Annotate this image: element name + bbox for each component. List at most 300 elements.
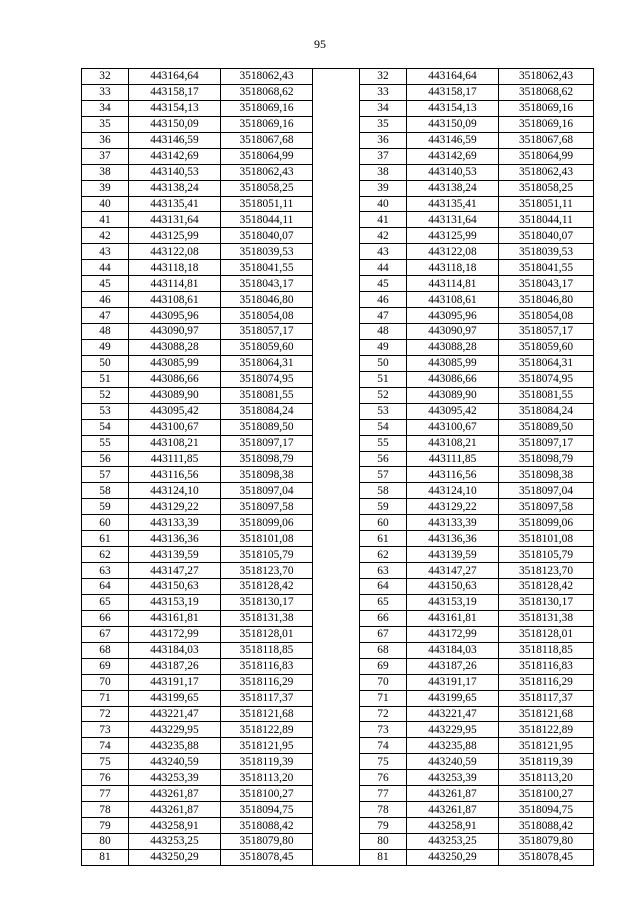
left-y-coordinate-cell: 3518046,80 [221, 292, 313, 308]
left-y-coordinate-cell: 3518058,25 [221, 180, 313, 196]
right-point-number-cell: 35 [360, 116, 407, 132]
table-row [82, 818, 594, 834]
column-separator [313, 180, 360, 196]
table-row [82, 483, 594, 499]
left-point-number-cell: 81 [82, 849, 129, 865]
column-separator [313, 196, 360, 212]
left-y-coordinate-cell: 3518040,07 [221, 228, 313, 244]
right-x-coordinate-cell: 443147,27 [407, 563, 499, 579]
right-x-coordinate-cell: 443150,63 [407, 579, 499, 595]
right-point-number-cell: 34 [360, 100, 407, 116]
left-y-coordinate-cell: 3518121,68 [221, 706, 313, 722]
right-y-coordinate-cell: 3518121,95 [499, 738, 594, 754]
left-x-coordinate-cell: 443116,56 [129, 467, 221, 483]
table-row [82, 148, 594, 164]
left-point-number-cell: 42 [82, 228, 129, 244]
left-y-coordinate-cell: 3518064,31 [221, 355, 313, 371]
left-point-number-cell: 59 [82, 499, 129, 515]
left-x-coordinate-cell: 443129,22 [129, 499, 221, 515]
left-y-coordinate-cell: 3518069,16 [221, 116, 313, 132]
right-y-coordinate-cell: 3518074,95 [499, 371, 594, 387]
left-x-coordinate-cell: 443108,21 [129, 435, 221, 451]
left-y-coordinate-cell: 3518128,42 [221, 579, 313, 595]
left-point-number-cell: 79 [82, 818, 129, 834]
right-x-coordinate-cell: 443118,18 [407, 260, 499, 276]
column-separator [313, 610, 360, 626]
left-x-coordinate-cell: 443161,81 [129, 610, 221, 626]
column-separator [313, 403, 360, 419]
column-separator [313, 467, 360, 483]
table-row [82, 610, 594, 626]
right-point-number-cell: 37 [360, 148, 407, 164]
left-y-coordinate-cell: 3518057,17 [221, 324, 313, 340]
left-point-number-cell: 53 [82, 403, 129, 419]
right-point-number-cell: 69 [360, 658, 407, 674]
right-y-coordinate-cell: 3518039,53 [499, 244, 594, 260]
table-row [82, 563, 594, 579]
column-separator [313, 244, 360, 260]
right-x-coordinate-cell: 443253,25 [407, 834, 499, 850]
table-row [82, 770, 594, 786]
right-y-coordinate-cell: 3518058,25 [499, 180, 594, 196]
left-x-coordinate-cell: 443124,10 [129, 483, 221, 499]
left-y-coordinate-cell: 3518062,43 [221, 164, 313, 180]
column-separator [313, 818, 360, 834]
right-point-number-cell: 42 [360, 228, 407, 244]
left-point-number-cell: 50 [82, 355, 129, 371]
right-y-coordinate-cell: 3518041,55 [499, 260, 594, 276]
left-x-coordinate-cell: 443199,65 [129, 690, 221, 706]
left-y-coordinate-cell: 3518098,38 [221, 467, 313, 483]
left-y-coordinate-cell: 3518121,95 [221, 738, 313, 754]
table-row [82, 419, 594, 435]
left-x-coordinate-cell: 443086,66 [129, 371, 221, 387]
column-separator [313, 84, 360, 100]
right-y-coordinate-cell: 3518054,08 [499, 308, 594, 324]
left-y-coordinate-cell: 3518097,04 [221, 483, 313, 499]
table-row [82, 276, 594, 292]
left-x-coordinate-cell: 443187,26 [129, 658, 221, 674]
left-y-coordinate-cell: 3518089,50 [221, 419, 313, 435]
right-point-number-cell: 75 [360, 754, 407, 770]
right-point-number-cell: 53 [360, 403, 407, 419]
left-point-number-cell: 40 [82, 196, 129, 212]
left-point-number-cell: 63 [82, 563, 129, 579]
table-row [82, 228, 594, 244]
right-y-coordinate-cell: 3518101,08 [499, 531, 594, 547]
right-y-coordinate-cell: 3518097,17 [499, 435, 594, 451]
column-separator [313, 148, 360, 164]
right-y-coordinate-cell: 3518121,68 [499, 706, 594, 722]
column-separator [313, 626, 360, 642]
right-x-coordinate-cell: 443229,95 [407, 722, 499, 738]
column-separator [313, 834, 360, 850]
column-separator [313, 690, 360, 706]
right-y-coordinate-cell: 3518081,55 [499, 387, 594, 403]
left-y-coordinate-cell: 3518097,17 [221, 435, 313, 451]
right-x-coordinate-cell: 443086,66 [407, 371, 499, 387]
left-y-coordinate-cell: 3518117,37 [221, 690, 313, 706]
right-x-coordinate-cell: 443095,96 [407, 308, 499, 324]
left-y-coordinate-cell: 3518081,55 [221, 387, 313, 403]
right-y-coordinate-cell: 3518099,06 [499, 515, 594, 531]
right-x-coordinate-cell: 443253,39 [407, 770, 499, 786]
left-x-coordinate-cell: 443122,08 [129, 244, 221, 260]
table-row [82, 642, 594, 658]
right-point-number-cell: 55 [360, 435, 407, 451]
left-x-coordinate-cell: 443240,59 [129, 754, 221, 770]
left-y-coordinate-cell: 3518101,08 [221, 531, 313, 547]
table-row [82, 834, 594, 850]
right-x-coordinate-cell: 443154,13 [407, 100, 499, 116]
right-y-coordinate-cell: 3518122,89 [499, 722, 594, 738]
right-y-coordinate-cell: 3518094,75 [499, 802, 594, 818]
left-y-coordinate-cell: 3518100,27 [221, 786, 313, 802]
right-point-number-cell: 64 [360, 579, 407, 595]
table-row [82, 531, 594, 547]
right-point-number-cell: 32 [360, 69, 407, 85]
left-point-number-cell: 75 [82, 754, 129, 770]
left-x-coordinate-cell: 443191,17 [129, 674, 221, 690]
right-point-number-cell: 39 [360, 180, 407, 196]
table-row [82, 339, 594, 355]
left-x-coordinate-cell: 443150,09 [129, 116, 221, 132]
right-y-coordinate-cell: 3518088,42 [499, 818, 594, 834]
table-row [82, 244, 594, 260]
column-separator [313, 579, 360, 595]
right-y-coordinate-cell: 3518116,83 [499, 658, 594, 674]
table-row [82, 706, 594, 722]
left-point-number-cell: 51 [82, 371, 129, 387]
table-row [82, 164, 594, 180]
left-point-number-cell: 77 [82, 786, 129, 802]
right-y-coordinate-cell: 3518046,80 [499, 292, 594, 308]
left-y-coordinate-cell: 3518068,62 [221, 84, 313, 100]
column-separator [313, 371, 360, 387]
right-y-coordinate-cell: 3518116,29 [499, 674, 594, 690]
left-point-number-cell: 61 [82, 531, 129, 547]
left-x-coordinate-cell: 443253,25 [129, 834, 221, 850]
left-x-coordinate-cell: 443088,28 [129, 339, 221, 355]
left-point-number-cell: 80 [82, 834, 129, 850]
right-x-coordinate-cell: 443184,03 [407, 642, 499, 658]
left-x-coordinate-cell: 443261,87 [129, 802, 221, 818]
left-y-coordinate-cell: 3518119,39 [221, 754, 313, 770]
right-point-number-cell: 41 [360, 212, 407, 228]
right-y-coordinate-cell: 3518119,39 [499, 754, 594, 770]
right-x-coordinate-cell: 443100,67 [407, 419, 499, 435]
left-point-number-cell: 70 [82, 674, 129, 690]
right-x-coordinate-cell: 443129,22 [407, 499, 499, 515]
right-point-number-cell: 47 [360, 308, 407, 324]
left-y-coordinate-cell: 3518059,60 [221, 339, 313, 355]
left-x-coordinate-cell: 443111,85 [129, 451, 221, 467]
right-y-coordinate-cell: 3518113,20 [499, 770, 594, 786]
right-point-number-cell: 68 [360, 642, 407, 658]
left-y-coordinate-cell: 3518054,08 [221, 308, 313, 324]
left-point-number-cell: 68 [82, 642, 129, 658]
right-y-coordinate-cell: 3518062,43 [499, 69, 594, 85]
table-row [82, 467, 594, 483]
left-y-coordinate-cell: 3518097,58 [221, 499, 313, 515]
left-point-number-cell: 67 [82, 626, 129, 642]
right-point-number-cell: 38 [360, 164, 407, 180]
right-x-coordinate-cell: 443108,21 [407, 435, 499, 451]
column-separator [313, 483, 360, 499]
right-x-coordinate-cell: 443136,36 [407, 531, 499, 547]
table-row [82, 690, 594, 706]
right-x-coordinate-cell: 443088,28 [407, 339, 499, 355]
column-separator [313, 355, 360, 371]
right-x-coordinate-cell: 443114,81 [407, 276, 499, 292]
column-separator [313, 308, 360, 324]
left-point-number-cell: 52 [82, 387, 129, 403]
left-x-coordinate-cell: 443142,69 [129, 148, 221, 164]
left-y-coordinate-cell: 3518128,01 [221, 626, 313, 642]
column-separator [313, 706, 360, 722]
right-x-coordinate-cell: 443199,65 [407, 690, 499, 706]
table-row [82, 849, 594, 865]
right-x-coordinate-cell: 443089,90 [407, 387, 499, 403]
right-x-coordinate-cell: 443135,41 [407, 196, 499, 212]
right-point-number-cell: 77 [360, 786, 407, 802]
column-separator [313, 276, 360, 292]
left-point-number-cell: 36 [82, 132, 129, 148]
left-y-coordinate-cell: 3518122,89 [221, 722, 313, 738]
left-x-coordinate-cell: 443133,39 [129, 515, 221, 531]
table-row [82, 786, 594, 802]
table-row [82, 403, 594, 419]
left-point-number-cell: 78 [82, 802, 129, 818]
left-y-coordinate-cell: 3518105,79 [221, 547, 313, 563]
left-x-coordinate-cell: 443114,81 [129, 276, 221, 292]
left-y-coordinate-cell: 3518084,24 [221, 403, 313, 419]
column-separator [313, 770, 360, 786]
right-point-number-cell: 72 [360, 706, 407, 722]
column-separator [313, 116, 360, 132]
left-point-number-cell: 48 [82, 324, 129, 340]
right-point-number-cell: 45 [360, 276, 407, 292]
right-x-coordinate-cell: 443250,29 [407, 849, 499, 865]
column-separator [313, 786, 360, 802]
right-y-coordinate-cell: 3518098,79 [499, 451, 594, 467]
table-row [82, 132, 594, 148]
right-y-coordinate-cell: 3518131,38 [499, 610, 594, 626]
table-row [82, 324, 594, 340]
right-point-number-cell: 58 [360, 483, 407, 499]
right-point-number-cell: 60 [360, 515, 407, 531]
column-separator [313, 849, 360, 865]
right-point-number-cell: 50 [360, 355, 407, 371]
table-row [82, 594, 594, 610]
left-y-coordinate-cell: 3518113,20 [221, 770, 313, 786]
right-point-number-cell: 54 [360, 419, 407, 435]
right-x-coordinate-cell: 443161,81 [407, 610, 499, 626]
table-row [82, 116, 594, 132]
right-y-coordinate-cell: 3518100,27 [499, 786, 594, 802]
left-x-coordinate-cell: 443135,41 [129, 196, 221, 212]
column-separator [313, 451, 360, 467]
right-x-coordinate-cell: 443138,24 [407, 180, 499, 196]
left-x-coordinate-cell: 443140,53 [129, 164, 221, 180]
right-y-coordinate-cell: 3518084,24 [499, 403, 594, 419]
column-separator [313, 228, 360, 244]
left-point-number-cell: 65 [82, 594, 129, 610]
left-point-number-cell: 45 [82, 276, 129, 292]
left-point-number-cell: 44 [82, 260, 129, 276]
right-y-coordinate-cell: 3518123,70 [499, 563, 594, 579]
table-row [82, 260, 594, 276]
table-row [82, 84, 594, 100]
right-y-coordinate-cell: 3518078,45 [499, 849, 594, 865]
left-y-coordinate-cell: 3518078,45 [221, 849, 313, 865]
right-y-coordinate-cell: 3518064,31 [499, 355, 594, 371]
column-separator [313, 499, 360, 515]
right-x-coordinate-cell: 443258,91 [407, 818, 499, 834]
right-y-coordinate-cell: 3518105,79 [499, 547, 594, 563]
table-row [82, 547, 594, 563]
left-y-coordinate-cell: 3518116,83 [221, 658, 313, 674]
left-y-coordinate-cell: 3518044,11 [221, 212, 313, 228]
table-row [82, 196, 594, 212]
left-x-coordinate-cell: 443261,87 [129, 786, 221, 802]
right-x-coordinate-cell: 443131,64 [407, 212, 499, 228]
left-point-number-cell: 69 [82, 658, 129, 674]
left-point-number-cell: 66 [82, 610, 129, 626]
table-row [82, 69, 594, 85]
left-point-number-cell: 38 [82, 164, 129, 180]
left-point-number-cell: 56 [82, 451, 129, 467]
left-y-coordinate-cell: 3518131,38 [221, 610, 313, 626]
left-x-coordinate-cell: 443095,96 [129, 308, 221, 324]
right-y-coordinate-cell: 3518040,07 [499, 228, 594, 244]
table-row [82, 387, 594, 403]
left-y-coordinate-cell: 3518067,68 [221, 132, 313, 148]
right-y-coordinate-cell: 3518067,68 [499, 132, 594, 148]
left-x-coordinate-cell: 443089,90 [129, 387, 221, 403]
left-y-coordinate-cell: 3518064,99 [221, 148, 313, 164]
right-x-coordinate-cell: 443235,88 [407, 738, 499, 754]
table-row [82, 292, 594, 308]
table-row [82, 722, 594, 738]
column-separator [313, 164, 360, 180]
right-point-number-cell: 67 [360, 626, 407, 642]
left-point-number-cell: 33 [82, 84, 129, 100]
right-x-coordinate-cell: 443108,61 [407, 292, 499, 308]
left-x-coordinate-cell: 443085,99 [129, 355, 221, 371]
column-separator [313, 339, 360, 355]
left-x-coordinate-cell: 443090,97 [129, 324, 221, 340]
right-point-number-cell: 61 [360, 531, 407, 547]
left-y-coordinate-cell: 3518043,17 [221, 276, 313, 292]
right-y-coordinate-cell: 3518069,16 [499, 100, 594, 116]
right-x-coordinate-cell: 443125,99 [407, 228, 499, 244]
right-y-coordinate-cell: 3518044,11 [499, 212, 594, 228]
left-x-coordinate-cell: 443139,59 [129, 547, 221, 563]
left-y-coordinate-cell: 3518074,95 [221, 371, 313, 387]
table-row [82, 499, 594, 515]
left-x-coordinate-cell: 443235,88 [129, 738, 221, 754]
right-point-number-cell: 76 [360, 770, 407, 786]
left-point-number-cell: 34 [82, 100, 129, 116]
left-y-coordinate-cell: 3518062,43 [221, 69, 313, 85]
column-separator [313, 435, 360, 451]
right-x-coordinate-cell: 443139,59 [407, 547, 499, 563]
right-point-number-cell: 78 [360, 802, 407, 818]
right-point-number-cell: 74 [360, 738, 407, 754]
right-x-coordinate-cell: 443090,97 [407, 324, 499, 340]
left-point-number-cell: 46 [82, 292, 129, 308]
right-x-coordinate-cell: 443133,39 [407, 515, 499, 531]
right-y-coordinate-cell: 3518069,16 [499, 116, 594, 132]
table-row [82, 212, 594, 228]
table-row [82, 371, 594, 387]
right-y-coordinate-cell: 3518089,50 [499, 419, 594, 435]
right-y-coordinate-cell: 3518118,85 [499, 642, 594, 658]
right-x-coordinate-cell: 443191,17 [407, 674, 499, 690]
right-y-coordinate-cell: 3518057,17 [499, 324, 594, 340]
left-point-number-cell: 49 [82, 339, 129, 355]
right-x-coordinate-cell: 443158,17 [407, 84, 499, 100]
table-row [82, 754, 594, 770]
right-point-number-cell: 63 [360, 563, 407, 579]
column-separator [313, 722, 360, 738]
right-point-number-cell: 36 [360, 132, 407, 148]
table-row [82, 579, 594, 595]
right-x-coordinate-cell: 443111,85 [407, 451, 499, 467]
column-separator [313, 292, 360, 308]
left-y-coordinate-cell: 3518088,42 [221, 818, 313, 834]
right-point-number-cell: 65 [360, 594, 407, 610]
left-x-coordinate-cell: 443172,99 [129, 626, 221, 642]
left-y-coordinate-cell: 3518079,80 [221, 834, 313, 850]
column-separator [313, 212, 360, 228]
left-x-coordinate-cell: 443164,64 [129, 69, 221, 85]
right-point-number-cell: 59 [360, 499, 407, 515]
right-y-coordinate-cell: 3518128,42 [499, 579, 594, 595]
left-y-coordinate-cell: 3518098,79 [221, 451, 313, 467]
left-x-coordinate-cell: 443184,03 [129, 642, 221, 658]
left-x-coordinate-cell: 443258,91 [129, 818, 221, 834]
left-y-coordinate-cell: 3518123,70 [221, 563, 313, 579]
left-y-coordinate-cell: 3518041,55 [221, 260, 313, 276]
right-x-coordinate-cell: 443146,59 [407, 132, 499, 148]
left-point-number-cell: 37 [82, 148, 129, 164]
table-row [82, 308, 594, 324]
left-x-coordinate-cell: 443146,59 [129, 132, 221, 148]
right-point-number-cell: 33 [360, 84, 407, 100]
left-point-number-cell: 62 [82, 547, 129, 563]
column-separator [313, 531, 360, 547]
right-x-coordinate-cell: 443085,99 [407, 355, 499, 371]
column-separator [313, 563, 360, 579]
right-point-number-cell: 80 [360, 834, 407, 850]
right-y-coordinate-cell: 3518128,01 [499, 626, 594, 642]
right-point-number-cell: 51 [360, 371, 407, 387]
column-separator [313, 69, 360, 85]
column-separator [313, 419, 360, 435]
left-y-coordinate-cell: 3518051,11 [221, 196, 313, 212]
left-point-number-cell: 54 [82, 419, 129, 435]
left-point-number-cell: 41 [82, 212, 129, 228]
right-point-number-cell: 44 [360, 260, 407, 276]
left-point-number-cell: 60 [82, 515, 129, 531]
left-point-number-cell: 58 [82, 483, 129, 499]
right-x-coordinate-cell: 443122,08 [407, 244, 499, 260]
left-x-coordinate-cell: 443154,13 [129, 100, 221, 116]
left-x-coordinate-cell: 443125,99 [129, 228, 221, 244]
left-y-coordinate-cell: 3518069,16 [221, 100, 313, 116]
